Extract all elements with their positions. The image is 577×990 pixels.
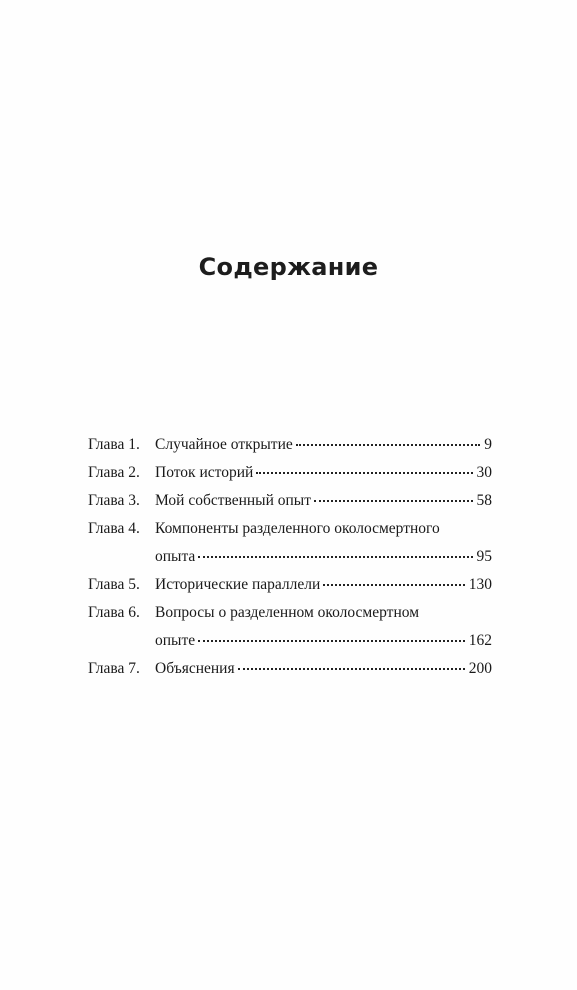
chapter-number: Глава 1. xyxy=(88,436,140,453)
toc-entry-1 xyxy=(88,431,492,459)
dot-leader xyxy=(198,556,472,558)
page-number: 162 xyxy=(468,632,492,649)
toc-entry-label xyxy=(88,571,320,599)
page-number: 95 xyxy=(476,548,492,565)
chapter-number: Глава 2. xyxy=(88,464,140,481)
toc-entry-label xyxy=(88,655,235,683)
page-number: 9 xyxy=(484,436,492,453)
chapter-title: Случайное открытие xyxy=(155,436,293,453)
dot-leader xyxy=(256,472,472,474)
chapter-title: Объяснения xyxy=(155,660,235,677)
chapter-title-line-1: Компоненты разделенного околосмертного xyxy=(155,520,440,537)
page-number: 130 xyxy=(468,576,492,593)
chapter-title-line-2: опыта xyxy=(155,548,196,565)
chapter-title-line-1: Вопросы о разделенном околосмертном xyxy=(155,604,419,621)
chapter-title: Исторические параллели xyxy=(155,576,321,593)
toc-entry-label xyxy=(88,599,492,627)
toc-entry-4 xyxy=(88,515,492,571)
page-number: 30 xyxy=(476,464,492,481)
chapter-number: Глава 3. xyxy=(88,492,140,509)
dot-leader xyxy=(238,668,465,670)
chapter-number: Глава 4. xyxy=(88,520,140,537)
dot-leader xyxy=(198,640,465,642)
toc-entry-label xyxy=(88,487,311,515)
table-of-contents xyxy=(88,431,492,683)
chapter-number: Глава 7. xyxy=(88,660,140,677)
toc-entry-label xyxy=(88,459,253,487)
toc-entry-label xyxy=(88,515,492,543)
dot-leader xyxy=(323,584,464,586)
chapter-number: Глава 5. xyxy=(88,576,140,593)
page-title: Содержание xyxy=(198,253,379,281)
chapter-number: Глава 6. xyxy=(88,604,140,621)
chapter-title: Поток историй xyxy=(155,464,254,481)
toc-entry-5 xyxy=(88,571,492,599)
page-number: 58 xyxy=(476,492,492,509)
toc-entry-6 xyxy=(88,599,492,655)
toc-entry-7 xyxy=(88,655,492,683)
toc-entry-2 xyxy=(88,459,492,487)
toc-entry-label xyxy=(88,431,293,459)
toc-entry-3 xyxy=(88,487,492,515)
page-number: 200 xyxy=(468,660,492,677)
chapter-title: Мой собственный опыт xyxy=(155,492,311,509)
dot-leader xyxy=(314,500,473,502)
dot-leader xyxy=(296,444,481,446)
chapter-title-line-2: опыте xyxy=(155,632,196,649)
